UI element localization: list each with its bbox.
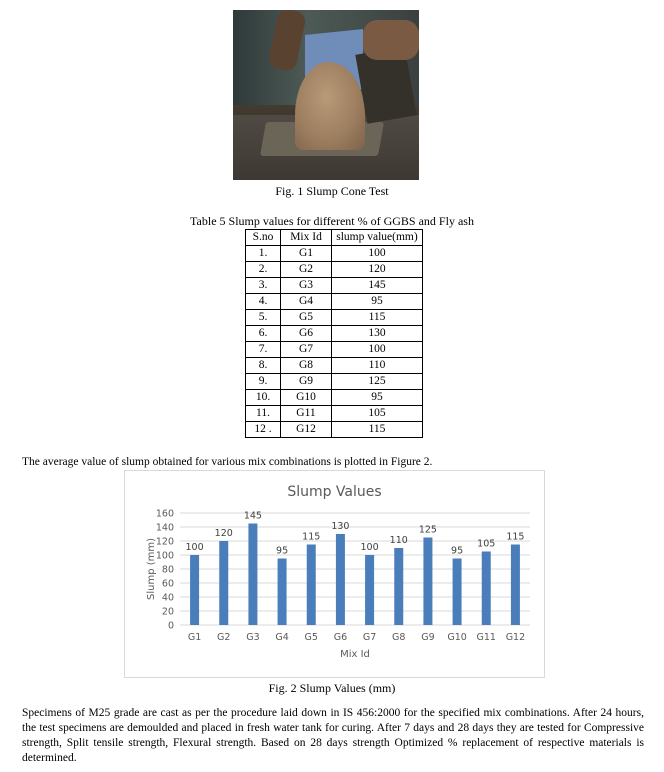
cell-mix-id: G5 bbox=[281, 310, 332, 326]
cell-mix-id: G11 bbox=[281, 406, 332, 422]
cell-slump-value: 100 bbox=[332, 246, 423, 262]
bar bbox=[307, 545, 316, 626]
header-slump-value: slump value(mm) bbox=[332, 230, 423, 246]
y-tick-label: 160 bbox=[155, 508, 174, 520]
slump-chart bbox=[124, 470, 545, 678]
y-tick-label: 0 bbox=[167, 620, 174, 632]
cell-sno: 9. bbox=[246, 374, 281, 390]
bar bbox=[219, 541, 228, 625]
data-label: 115 bbox=[302, 531, 321, 543]
x-tick-label: G10 bbox=[447, 632, 467, 643]
x-tick-label: G3 bbox=[246, 632, 260, 643]
cell-slump-value: 115 bbox=[332, 310, 423, 326]
cell-slump-value: 145 bbox=[332, 278, 423, 294]
data-label: 145 bbox=[243, 510, 262, 522]
cell-mix-id: G9 bbox=[281, 374, 332, 390]
x-axis-label: Mix Id bbox=[340, 649, 370, 660]
cell-sno: 8. bbox=[246, 358, 281, 374]
data-label: 100 bbox=[185, 542, 204, 553]
cell-sno: 1. bbox=[246, 246, 281, 262]
table-row bbox=[246, 310, 423, 326]
data-label: 95 bbox=[276, 545, 289, 557]
cell-sno: 3. bbox=[246, 278, 281, 294]
header-mix-id: Mix Id bbox=[281, 230, 332, 246]
bar bbox=[511, 545, 520, 626]
table-row bbox=[246, 262, 423, 278]
x-tick-label: G2 bbox=[217, 632, 231, 643]
table-row bbox=[246, 342, 423, 358]
cell-mix-id: G4 bbox=[281, 294, 332, 310]
cell-mix-id: G2 bbox=[281, 262, 332, 278]
table-header-row bbox=[246, 230, 423, 246]
cell-sno: 4. bbox=[246, 294, 281, 310]
y-tick-label: 20 bbox=[161, 606, 174, 618]
x-tick-label: G12 bbox=[505, 632, 526, 643]
bar bbox=[394, 548, 403, 625]
x-tick-label: G8 bbox=[392, 632, 406, 643]
cell-slump-value: 95 bbox=[332, 390, 423, 406]
y-tick-label: 60 bbox=[161, 578, 174, 590]
x-tick-label: G7 bbox=[362, 632, 377, 643]
cell-slump-value: 125 bbox=[332, 374, 423, 390]
cell-mix-id: G10 bbox=[281, 390, 332, 406]
cell-sno: 2. bbox=[246, 262, 281, 278]
cell-sno: 6. bbox=[246, 326, 281, 342]
cell-mix-id: G12 bbox=[281, 422, 332, 438]
x-tick-label: G6 bbox=[333, 632, 348, 643]
y-tick-label: 120 bbox=[155, 536, 174, 548]
data-label: 115 bbox=[506, 531, 525, 543]
cell-mix-id: G6 bbox=[281, 326, 332, 342]
y-tick-label: 40 bbox=[161, 592, 174, 604]
cell-mix-id: G8 bbox=[281, 358, 332, 374]
x-tick-label: G4 bbox=[275, 632, 289, 643]
table-title: Table 5 Slump values for different % of GGBS and Fly ash bbox=[190, 214, 474, 228]
cell-slump-value: 120 bbox=[332, 262, 423, 278]
slump-chart-svg bbox=[125, 471, 544, 677]
bar bbox=[248, 524, 257, 626]
table-row bbox=[246, 358, 423, 374]
paragraph-intro: The average value of slump obtained for various mix combinations is plotted in Figure 2. bbox=[22, 456, 433, 468]
data-label: 125 bbox=[418, 524, 437, 536]
figure2-caption: Fig. 2 Slump Values (mm) bbox=[268, 681, 396, 695]
cell-slump-value: 130 bbox=[332, 326, 423, 342]
table-row bbox=[246, 326, 423, 342]
x-tick-label: G11 bbox=[476, 632, 496, 643]
table-row bbox=[246, 406, 423, 422]
table-row bbox=[246, 422, 423, 438]
cell-sno: 10. bbox=[246, 390, 281, 406]
cell-slump-value: 100 bbox=[332, 342, 423, 358]
paragraph-specimens: Specimens of M25 grade are cast as per the procedure laid down in IS 456:2000 for the specified mix combinations. After 24 hours, the test specimens are demoulded and placed in fresh water tank for curing. After 7 days and 28 days they are tested for Compressive strength, Split tensile strength, Flexural strength. Based on 28 days strength Optimized % replacement of respective materials is determined. bbox=[22, 707, 644, 764]
cell-slump-value: 115 bbox=[332, 422, 423, 438]
slump-cone-photo bbox=[233, 10, 419, 180]
y-axis-label: Slump (mm) bbox=[146, 537, 157, 601]
data-label: 105 bbox=[477, 538, 496, 550]
header-sno: S.no bbox=[246, 230, 281, 246]
bar bbox=[482, 552, 491, 626]
bar bbox=[336, 534, 345, 625]
x-tick-label: G5 bbox=[304, 632, 318, 643]
bar bbox=[423, 538, 432, 626]
table-row bbox=[246, 246, 423, 262]
cell-slump-value: 105 bbox=[332, 406, 423, 422]
data-label: 120 bbox=[214, 528, 233, 539]
data-label: 130 bbox=[331, 521, 350, 532]
cell-mix-id: G3 bbox=[281, 278, 332, 294]
y-tick-label: 80 bbox=[161, 564, 174, 576]
cell-mix-id: G1 bbox=[281, 246, 332, 262]
data-label: 95 bbox=[451, 545, 464, 557]
cell-sno: 11. bbox=[246, 406, 281, 422]
bar bbox=[190, 555, 199, 625]
table-row bbox=[246, 374, 423, 390]
bar bbox=[365, 555, 374, 625]
y-tick-label: 140 bbox=[155, 522, 174, 534]
bar bbox=[278, 559, 287, 626]
cell-sno: 5. bbox=[246, 310, 281, 326]
bar bbox=[453, 559, 462, 626]
chart-title: Slump Values bbox=[287, 484, 382, 500]
table-row bbox=[246, 390, 423, 406]
slump-table bbox=[245, 229, 423, 438]
cell-slump-value: 95 bbox=[332, 294, 423, 310]
figure1-caption: Fig. 1 Slump Cone Test bbox=[275, 184, 389, 198]
cell-sno: 12 . bbox=[246, 422, 281, 438]
x-tick-label: G9 bbox=[421, 632, 435, 643]
cell-mix-id: G7 bbox=[281, 342, 332, 358]
data-label: 100 bbox=[360, 542, 379, 553]
x-tick-label: G1 bbox=[187, 632, 202, 643]
cell-slump-value: 110 bbox=[332, 358, 423, 374]
table-row bbox=[246, 294, 423, 310]
table-row bbox=[246, 278, 423, 294]
cell-sno: 7. bbox=[246, 342, 281, 358]
data-label: 110 bbox=[389, 535, 408, 546]
y-tick-label: 100 bbox=[155, 550, 174, 562]
